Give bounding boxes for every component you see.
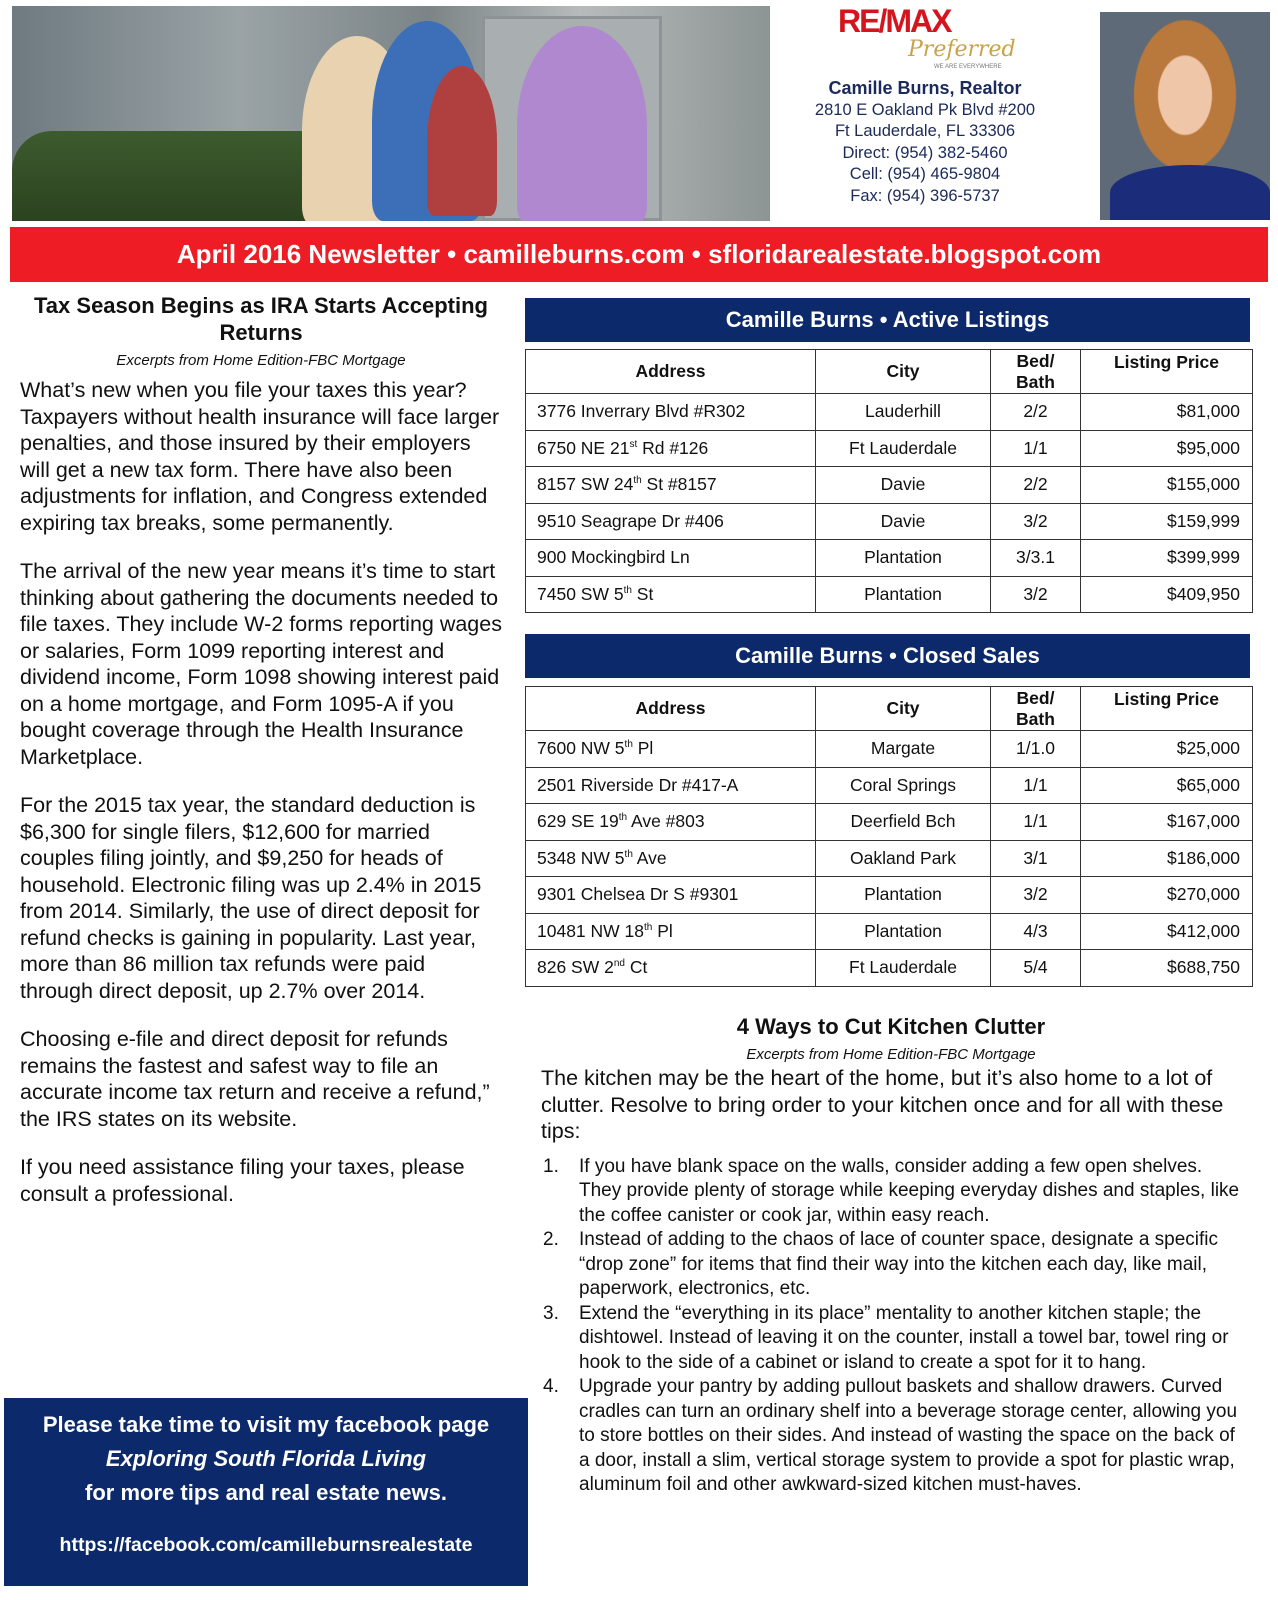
col-price: Listing Price — [1081, 687, 1253, 731]
address-cell: 3776 Inverrary Blvd #R302 — [526, 394, 816, 431]
price-cell: $95,000 — [1081, 430, 1253, 467]
table-row — [526, 540, 1253, 577]
col-address: Address — [526, 350, 816, 394]
list-number: 2. — [543, 1229, 559, 1250]
bed-bath-cell: 3/1 — [991, 840, 1081, 877]
table-row — [526, 394, 1253, 431]
table-row — [526, 877, 1253, 914]
active-listings-title: Camille Burns • Active Listings — [525, 298, 1250, 342]
table-row — [526, 840, 1253, 877]
newsletter-banner: April 2016 Newsletter • camilleburns.com • sfloridarealestate.blogspot.com — [10, 227, 1268, 282]
address-cell: 8157 SW 24th St #8157 — [526, 467, 816, 504]
list-item — [541, 1155, 1241, 1229]
price-cell: $159,999 — [1081, 503, 1253, 540]
tax-article-title: Tax Season Begins as IRA Starts Accepting Returns — [34, 293, 488, 345]
col-city: City — [816, 687, 991, 731]
agent-headshot — [1100, 12, 1270, 220]
table-row — [526, 503, 1253, 540]
price-cell: $81,000 — [1081, 394, 1253, 431]
col-bed-bath: Bed/ Bath — [991, 687, 1081, 731]
list-text: If you have blank space on the walls, consider adding a few open shelves. They provide plenty of storage while keeping everyday dishes and staples, like the coffee canister or cook jar, within easy reach. — [579, 1155, 1240, 1226]
col-address: Address — [526, 687, 816, 731]
agent-name: Camille Burns, Realtor — [828, 78, 1022, 98]
address-cell: 7450 SW 5th St — [526, 576, 816, 613]
cell-phone: Cell: (954) 465-9804 — [849, 165, 1001, 183]
city-cell: Lauderhill — [816, 394, 991, 431]
list-number: 3. — [543, 1302, 559, 1324]
address-cell: 10481 NW 18th Pl — [526, 913, 816, 950]
city-cell: Plantation — [816, 913, 991, 950]
kitchen-article-source: Excerpts from Home Edition-FBC Mortgage — [746, 1046, 1036, 1063]
list-number: 1. — [543, 1155, 559, 1177]
bed-bath-cell: 1/1 — [991, 767, 1081, 804]
price-cell: $65,000 — [1081, 767, 1253, 804]
address-cell: 7600 NW 5th Pl — [526, 731, 816, 768]
price-cell: $688,750 — [1081, 950, 1253, 987]
bed-bath-cell: 2/2 — [991, 467, 1081, 504]
city-cell: Plantation — [816, 540, 991, 577]
address-cell: 9301 Chelsea Dr S #9301 — [526, 877, 816, 914]
facebook-page-name: Exploring South Florida Living — [105, 1446, 427, 1471]
logo-remax-mark: RE/MAX — [838, 3, 951, 39]
col-city: City — [816, 350, 991, 394]
bed-bath-cell: 3/2 — [991, 576, 1081, 613]
table-header — [526, 687, 1253, 731]
city-cell: Ft Lauderdale — [816, 430, 991, 467]
logo-tagline: WE ARE EVERYWHERE — [934, 64, 1002, 70]
table-row — [526, 950, 1253, 987]
address-cell: 6750 NE 21st Rd #126 — [526, 430, 816, 467]
price-cell: $167,000 — [1081, 804, 1253, 841]
list-text: Instead of adding to the chaos of lace of counter space, designate a specific “drop zone” for items that find their way into the kitchen each day, like mail, paperwork, electronics, etc. — [579, 1229, 1219, 1299]
tax-article-source: Excerpts from Home Edition-FBC Mortgage — [116, 352, 406, 369]
kitchen-tips-list — [541, 1155, 1241, 1498]
address-line2: Ft Lauderdale, FL 33306 — [834, 122, 1016, 140]
bed-bath-cell: 2/2 — [991, 394, 1081, 431]
closed-sales-title: Camille Burns • Closed Sales — [525, 634, 1250, 678]
price-cell: $399,999 — [1081, 540, 1253, 577]
tax-article — [20, 292, 502, 1229]
price-cell: $412,000 — [1081, 913, 1253, 950]
price-cell: $25,000 — [1081, 731, 1253, 768]
paragraph: What’s new when you file your taxes this year? Taxpayers without health insurance will face larger penalties, and those insured by their employers will get a new tax form. There have also been adjustments for inflation, and Congress extended expiring tax breaks, some permanently. — [20, 378, 500, 535]
paragraph: The arrival of the new year means it’s time to start thinking about gathering the documents needed to file taxes. They include W-2 forms reporting wages or salaries, Form 1099 reporting interest and dividend income, Form 1098 showing interest paid on a home mortgage, and Form 1095-A if you bought coverage through the Health Insurance Marketplace. — [20, 559, 502, 769]
price-cell: $186,000 — [1081, 840, 1253, 877]
list-text: Extend the “everything in its place” mentality to another kitchen staple; the dishtowel. Instead of leaving it on the counter, install a towel bar, towel ring or hook to the side of a cabinet or island to create a spot for it to hang. — [579, 1302, 1229, 1373]
table-row — [526, 731, 1253, 768]
list-item — [541, 1228, 1241, 1302]
table-row — [526, 576, 1253, 613]
table-row — [526, 467, 1253, 504]
list-text: Upgrade your pantry by adding pullout baskets and shallow drawers. Curved cradles can turn an ordinary shelf into a beverage storage center, allowing you to store bottles on their sides. And instead of wasting the space on the back of a door, install a slim, vertical storage system to provide a spot for plastic wrap, aluminum foil and other awkward-sized kitchen must-haves. — [579, 1376, 1238, 1495]
bed-bath-cell: 5/4 — [991, 950, 1081, 987]
kitchen-intro: The kitchen may be the heart of the home, but it’s also home to a lot of clutter. Resolve to bring order to your kitchen once and for all with these tips: — [541, 1066, 1224, 1143]
bed-bath-cell: 1/1 — [991, 804, 1081, 841]
address-cell: 900 Mockingbird Ln — [526, 540, 816, 577]
table-row — [526, 767, 1253, 804]
address-cell: 629 SE 19th Ave #803 — [526, 804, 816, 841]
col-bed-bath: Bed/ Bath — [991, 350, 1081, 394]
city-cell: Plantation — [816, 877, 991, 914]
address-cell: 2501 Riverside Dr #417-A — [526, 767, 816, 804]
city-cell: Coral Springs — [816, 767, 991, 804]
direct-phone: Direct: (954) 382-5460 — [842, 143, 1008, 162]
price-cell: $409,950 — [1081, 576, 1253, 613]
address-line1: 2810 E Oakland Pk Blvd #200 — [814, 100, 1036, 119]
city-cell: Ft Lauderdale — [816, 950, 991, 987]
bed-bath-cell: 1/1 — [991, 430, 1081, 467]
col-price: Listing Price — [1081, 350, 1253, 394]
kitchen-article-title: 4 Ways to Cut Kitchen Clutter — [736, 1014, 1046, 1039]
table-row — [526, 913, 1253, 950]
facebook-callout: Please take time to visit my facebook page Exploring South Florida Living for more tips and real estate news. https://facebook.com/camilleburnsrealestate — [4, 1398, 528, 1586]
active-listings-table — [525, 349, 1253, 613]
price-cell: $155,000 — [1081, 467, 1253, 504]
fax-number: Fax: (954) 396-5737 — [850, 186, 1000, 205]
price-cell: $270,000 — [1081, 877, 1253, 914]
address-cell: 5348 NW 5th Ave — [526, 840, 816, 877]
paragraph: If you need assistance filing your taxes, please consult a professional. — [20, 1155, 465, 1206]
table-header — [526, 350, 1253, 394]
logo-preferred-script: Preferred — [908, 37, 1016, 62]
address-cell: 9510 Seagrape Dr #406 — [526, 503, 816, 540]
address-cell: 826 SW 2nd Ct — [526, 950, 816, 987]
bed-bath-cell: 3/2 — [991, 877, 1081, 914]
city-cell: Plantation — [816, 576, 991, 613]
list-item — [541, 1302, 1241, 1376]
bed-bath-cell: 3/3.1 — [991, 540, 1081, 577]
closed-sales-table — [525, 686, 1253, 987]
table-row — [526, 430, 1253, 467]
city-cell: Davie — [816, 503, 991, 540]
bed-bath-cell: 3/2 — [991, 503, 1081, 540]
bed-bath-cell: 1/1.0 — [991, 731, 1081, 768]
remax-logo — [838, 4, 1038, 74]
agent-contact — [800, 78, 1050, 207]
facebook-link[interactable]: https://facebook.com/camilleburnsrealestate — [59, 1534, 473, 1556]
city-cell: Margate — [816, 731, 991, 768]
table-row — [526, 804, 1253, 841]
city-cell: Deerfield Bch — [816, 804, 991, 841]
paragraph: For the 2015 tax year, the standard deduction is $6,300 for single filers, $12,600 for married couples filing jointly, and $9,250 for heads of household. Electronic filing was up 2.4% in 2015 from 2014. Similarly, the use of direct deposit for refund checks is gaining in popularity. Last year, more than 86 million tax refunds were paid through direct deposit, up 2.7% over 2014. — [20, 793, 482, 1003]
paragraph: Choosing e-file and direct deposit for refunds remains the fastest and safest way to file an accurate income tax return and receive a refund,” the IRS states on its website. — [20, 1027, 490, 1131]
list-number: 4. — [543, 1376, 559, 1397]
city-cell: Davie — [816, 467, 991, 504]
kitchen-article — [541, 1013, 1241, 1498]
family-photo — [12, 6, 770, 221]
bed-bath-cell: 4/3 — [991, 913, 1081, 950]
list-item — [541, 1375, 1241, 1498]
city-cell: Oakland Park — [816, 840, 991, 877]
